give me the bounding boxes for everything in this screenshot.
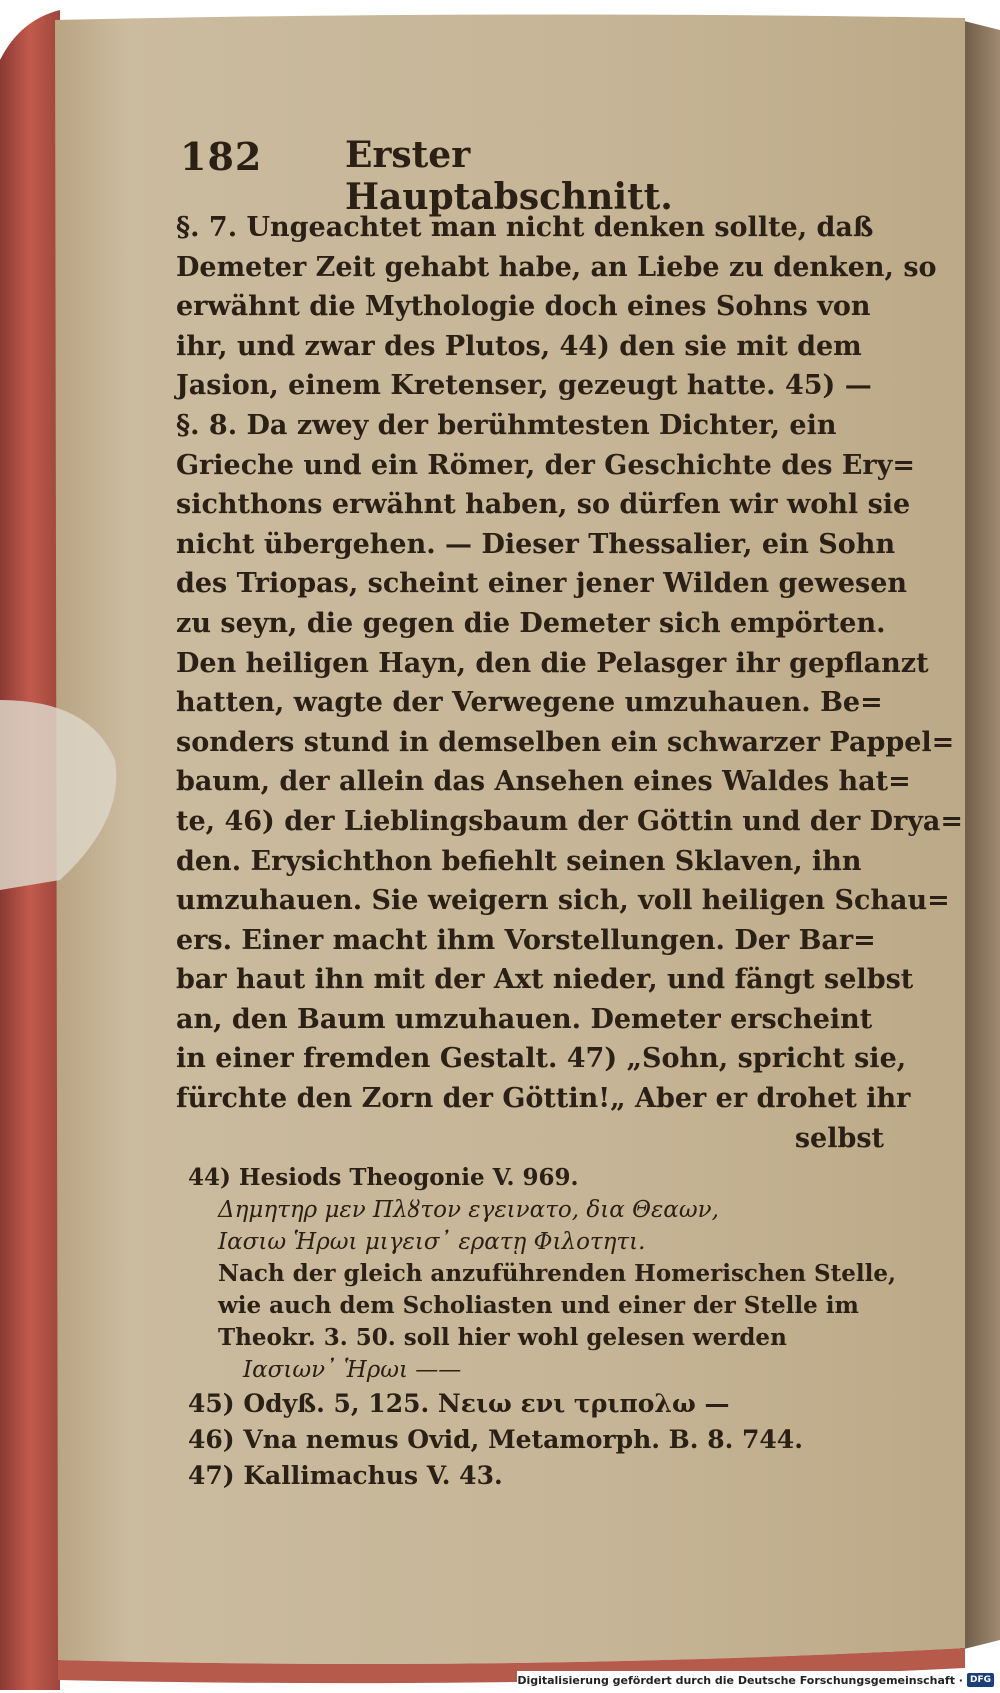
credit-text: Digitalisierung gefördert durch die Deutsche Forschungsgemeinschaft · bbox=[517, 1673, 963, 1687]
text-line: ers. Einer macht ihm Vorstellungen. Der Bar= bbox=[176, 924, 876, 956]
page-header bbox=[180, 134, 720, 218]
text-line: hatten, wagte der Verwegene umzuhauen. Be= bbox=[176, 687, 883, 719]
text-line: Grieche und ein Römer, der Geschichte des Ery= bbox=[176, 449, 915, 481]
text-line: §. 8. Da zwey der berühmtesten Dichter, ein bbox=[176, 409, 837, 441]
page-number: 182 bbox=[180, 134, 263, 179]
footnote-text-line: Theokr. 3. 50. soll hier wohl gelesen werden bbox=[218, 1324, 787, 1351]
footnote-47: 47) Kallimachus V. 43. bbox=[188, 1461, 503, 1490]
text-line: in einer fremden Gestalt. 47) „Sohn, spricht sie, bbox=[176, 1043, 907, 1075]
text-line: fürchte den Zorn der Göttin!„ Aber er drohet ihr bbox=[176, 1083, 911, 1115]
text-line: Demeter Zeit gehabt habe, an Liebe zu denken, so bbox=[176, 251, 937, 283]
text-line: des Triopas, scheint einer jener Wilden gewesen bbox=[176, 568, 908, 600]
footnote-text-line: Nach der gleich anzuführenden Homerischen Stelle, bbox=[218, 1260, 897, 1287]
footnote-45: 45) Odyß. 5, 125. Νειω ενι τριπολω — bbox=[188, 1389, 730, 1418]
footnote-44: 44) Hesiods Theogonie V. 969. bbox=[188, 1164, 579, 1191]
text-line: Jasion, einem Kretenser, gezeugt hatte. 45) — bbox=[176, 370, 872, 402]
text-line: erwähnt die Mythologie doch eines Sohns von bbox=[176, 291, 871, 323]
text-line: §. 7. Ungeachtet man nicht denken sollte, daß bbox=[176, 212, 874, 243]
text-line: te, 46) der Lieblingsbaum der Göttin und der Drya= bbox=[176, 805, 964, 837]
text-line: zu seyn, die gegen die Demeter sich empörten. bbox=[176, 607, 886, 639]
footnote-greek-line: Ιασιων᾽ Ἡρωι —— bbox=[243, 1357, 462, 1383]
text-line: den. Erysichthon befiehlt seinen Sklaven, ihn bbox=[176, 845, 862, 877]
catchword: selbst bbox=[794, 1122, 884, 1154]
footnote-46: 46) Vna nemus Ovid, Metamorph. B. 8. 744. bbox=[188, 1425, 803, 1454]
footnote-greek-line: Δημητηρ μεν Πλȣτον εγεινατο, δια Θεαων, bbox=[218, 1197, 719, 1223]
text-line: ihr, und zwar des Plutos, 44) den sie mit dem bbox=[176, 330, 862, 362]
main-text bbox=[176, 208, 964, 1158]
dfg-logo-icon: DFG bbox=[967, 1673, 994, 1687]
text-line: sonders stund in demselben ein schwarzer Pappel= bbox=[176, 726, 955, 758]
text-line: sichthons erwähnt haben, so dürfen wir wohl sie bbox=[176, 489, 911, 521]
running-head: Erster Hauptabschnitt. bbox=[345, 134, 673, 218]
text-line: an, den Baum umzuhauen. Demeter erscheint bbox=[176, 1003, 873, 1035]
footnote-text-line: wie auch dem Scholiasten und einer der Stelle im bbox=[218, 1292, 859, 1319]
text-line: umzuhauen. Sie weigern sich, voll heiligen Schau= bbox=[176, 885, 950, 917]
text-line: Den heiligen Hayn, den die Pelasger ihr gepflanzt bbox=[176, 647, 929, 679]
footnote-greek-line: Ιασιω Ἡρωι μιγεισ᾽ ερατῃ Φιλοτητι. bbox=[218, 1229, 646, 1255]
text-line: nicht übergehen. — Dieser Thessalier, ein Sohn bbox=[176, 528, 896, 560]
footnotes bbox=[188, 1162, 897, 1494]
text-line: bar haut ihn mit der Axt nieder, und fängt selbst bbox=[176, 964, 914, 996]
digitization-credit bbox=[517, 1671, 994, 1689]
text-line: baum, der allein das Ansehen eines Waldes hat= bbox=[176, 766, 911, 798]
